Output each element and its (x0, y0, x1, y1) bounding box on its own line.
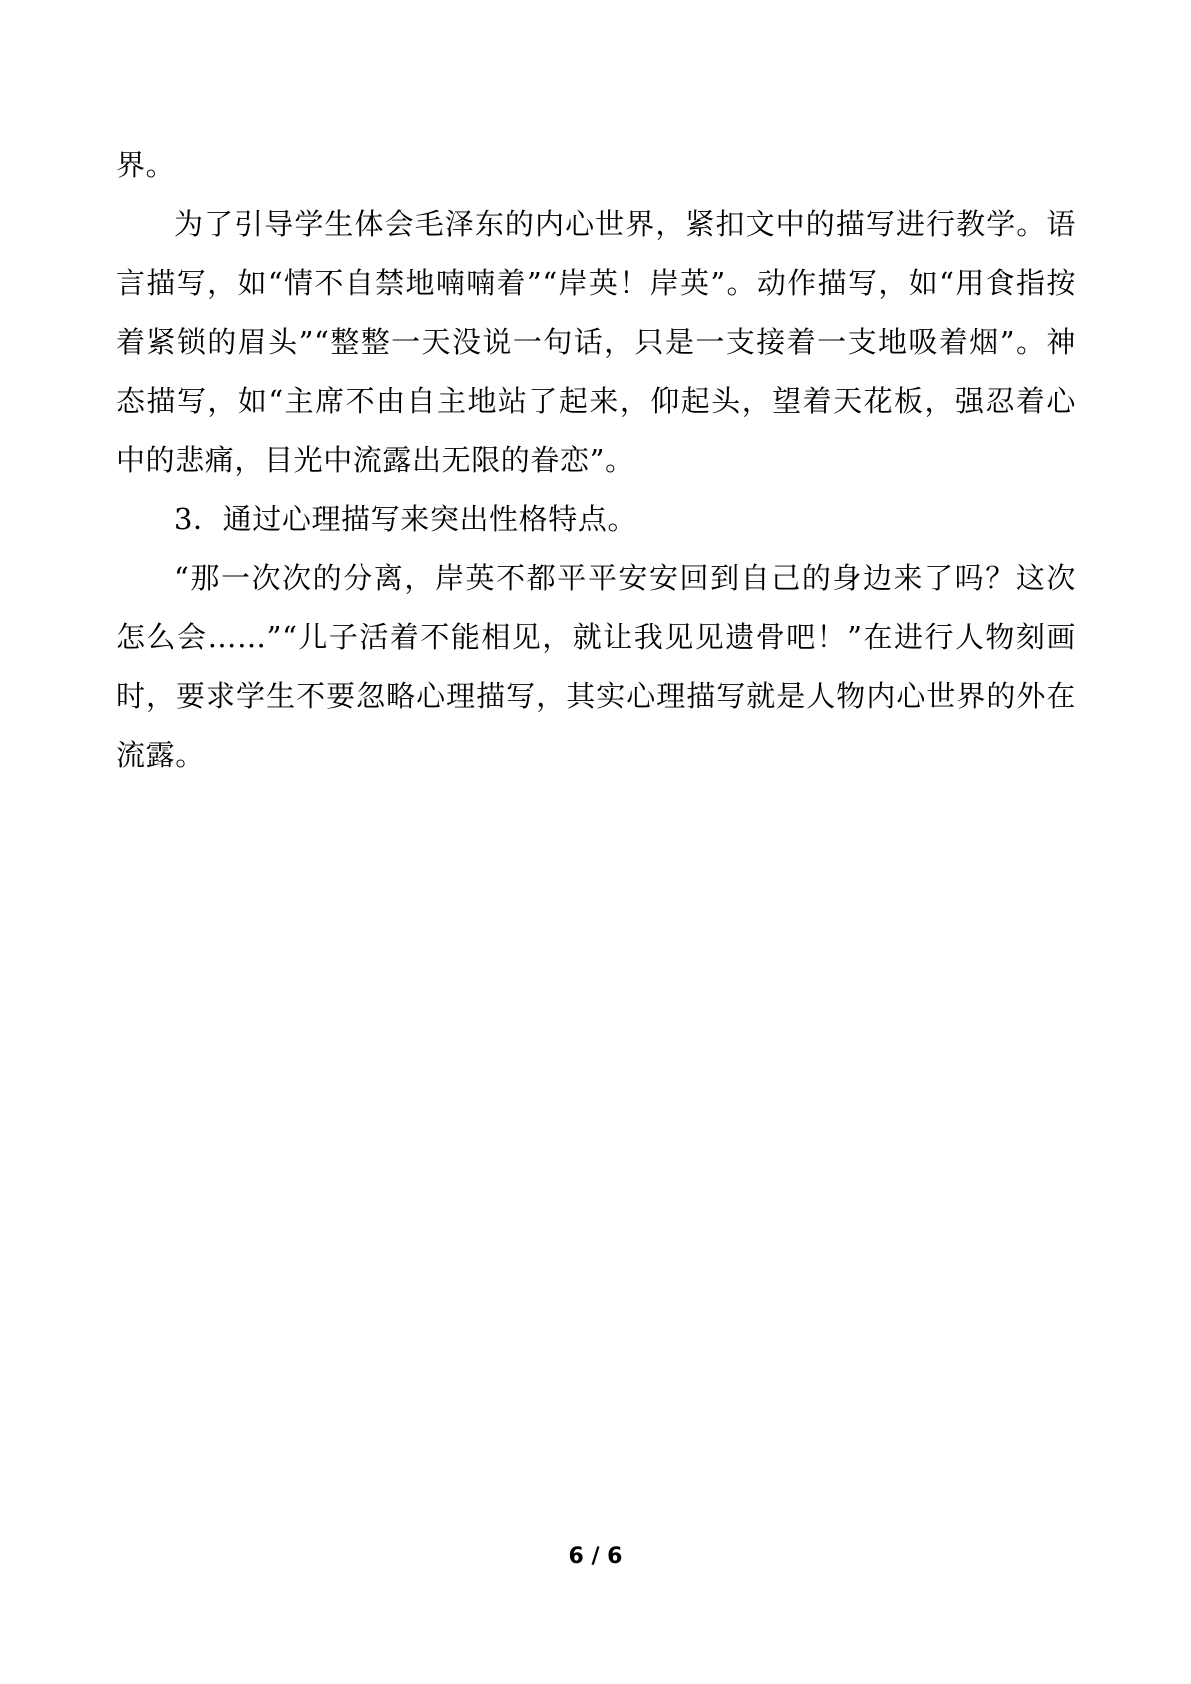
paragraph-description-analysis: 为了引导学生体会毛泽东的内心世界，紧扣文中的描写进行教学。语言描写，如“情不自禁地喃喃着”“岸英！岸英”。动作描写，如“用食指按着紧锁的眉头”“整整一天没说一句话，只是一支接着一支地吸着烟”。神态描写，如“主席不由自主地站了起来，仰起头，望着天花板，强忍着心中的悲痛，目光中流露出无限的眷恋”。 (116, 207, 1076, 477)
page-number: 6 / 6 (568, 1544, 623, 1569)
paragraph-continuation: 界。 (116, 148, 176, 182)
paragraph-psychological-description: “那一次次的分离，岸英不都平平安安回到自己的身边来了吗？这次怎么会……”“儿子活着不能相见，就让我见见遗骨吧！”在进行人物刻画时，要求学生不要忽略心理描写，其实心理描写就是人物内心世界的外在流露。 (116, 561, 1076, 772)
document-body (116, 136, 1076, 785)
paragraph-heading-3: 3．通过心理描写来突出性格特点。 (174, 502, 638, 536)
